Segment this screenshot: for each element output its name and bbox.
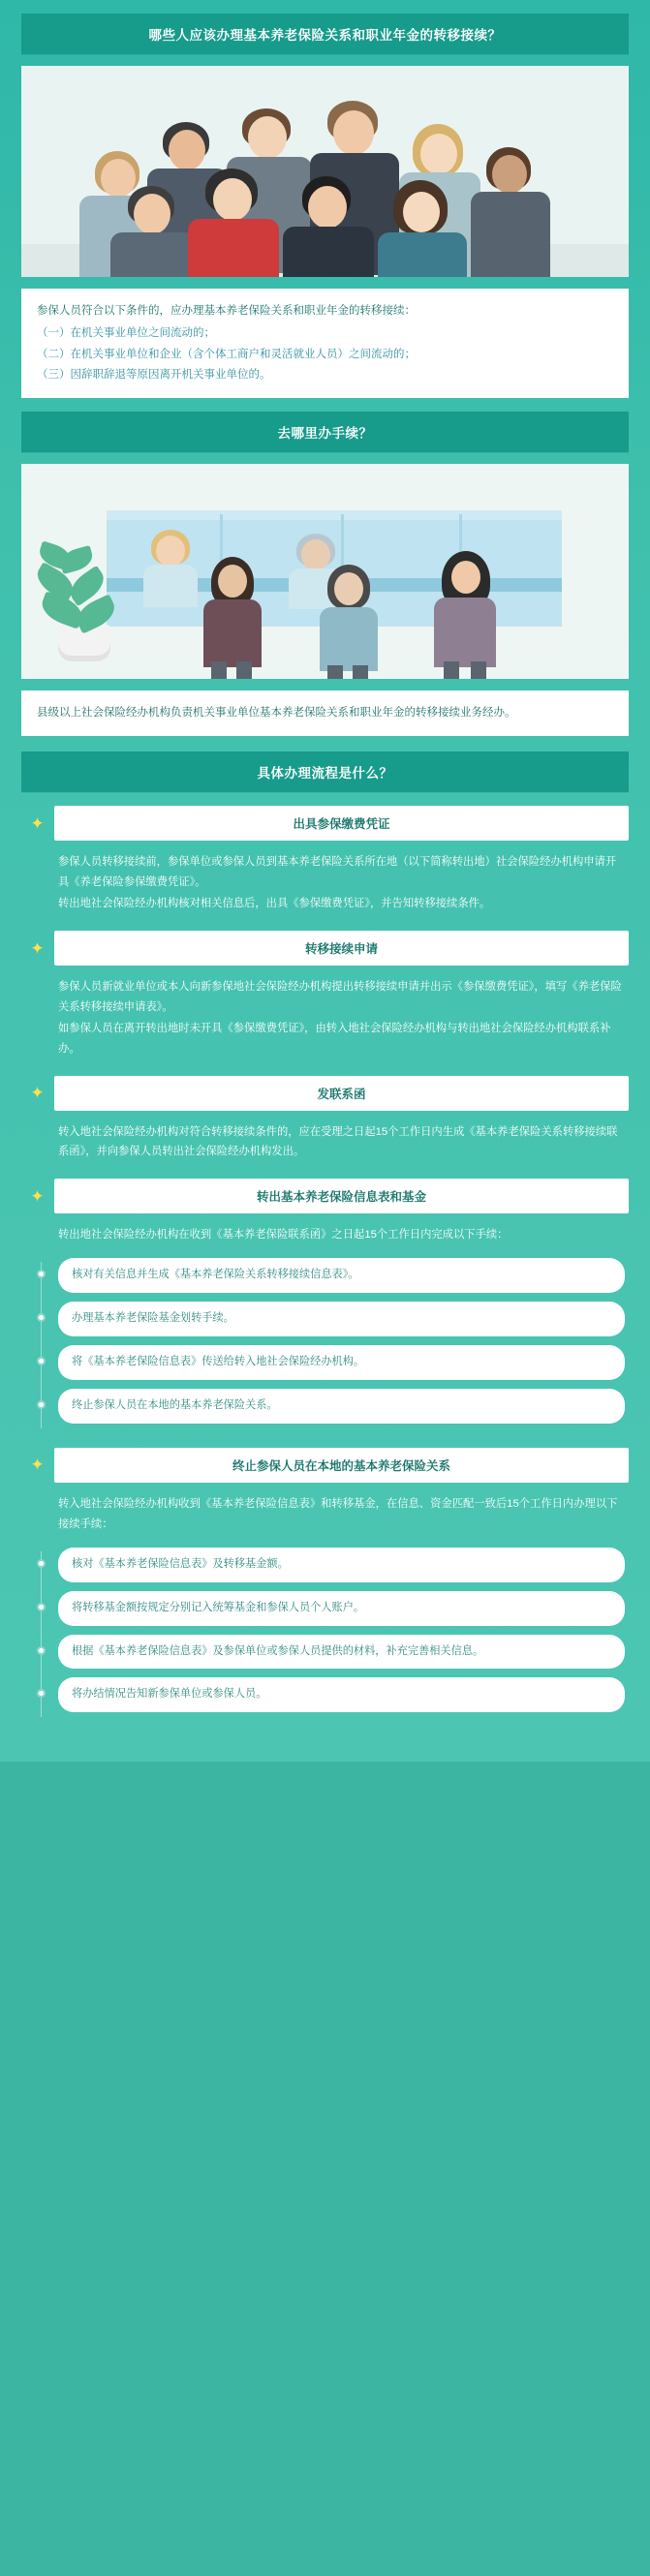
flow-step-header [29,806,629,841]
flow-step-title: 发联系函 [54,1076,629,1111]
flow-step-paragraph: 参保人员转移接续前，参保单位或参保人员到基本养老保险关系所在地（以下简称转出地）社会保险经办机构申请开具《养老保险参保缴费凭证》。 [58,856,617,889]
flow-sub-item-text: 核对有关信息并生成《基本养老保险关系转移接续信息表》。 [72,1269,359,1281]
flow-sub-list [29,1546,629,1732]
flow-step-header [29,931,629,966]
condition-item: （三）因辞职辞退等原因离开机关事业单位的。 [37,368,271,381]
bullet-dot-icon [37,1400,46,1409]
flow-step [29,1448,629,1731]
flow-step-body [29,1221,629,1256]
flow-sub-item-text: 终止参保人员在本地的基本养老保险关系。 [72,1399,278,1411]
flow-step-header [29,1179,629,1213]
flow-step-paragraph: 如参保人员在离开转出地时未开具《参保缴费凭证》，由转入地社会保险经办机构与转出地社会保险经办机构联系补办。 [58,1022,611,1055]
bullet-dot-icon [37,1270,46,1278]
flow-step-header [29,1076,629,1111]
flow-step-body [29,1490,629,1546]
star-icon: ✦ [30,1186,45,1206]
flow-step [29,931,629,1070]
flow-step [29,806,629,925]
star-icon: ✦ [30,1456,45,1475]
bullet-dot-icon [37,1313,46,1322]
flow-step-title: 转出基本养老保险信息表和基金 [54,1179,629,1213]
flow-sub-item [58,1635,625,1670]
flow-step-title: 出具参保缴费凭证 [54,806,629,841]
crowd-figures [21,66,629,277]
bullet-dot-icon [37,1357,46,1365]
bullet-dot-icon [37,1559,46,1568]
flow-sub-item [58,1591,625,1626]
flow-step-paragraph: 转出地社会保险经办机构核对相关信息后，出具《参保缴费凭证》，并告知转移接续条件。 [58,898,491,910]
flow-step [29,1179,629,1442]
section-title-where: 去哪里办手续？ [21,412,629,452]
flow-sub-item-text: 根据《基本养老保险信息表》及参保单位或参保人员提供的材料，补充完善相关信息。 [72,1644,484,1657]
flow-step-paragraph: 参保人员新就业单位或本人向新参保地社会保险经办机构提出转移接续申请并出示《参保缴费凭证》，填写《养老保险关系转移接续申请表》。 [58,981,622,1013]
flow-step-paragraph: 转入地社会保险经办机构对符合转移接续条件的，应在受理之日起15个工作日内生成《基本养老保险关系转移接续联系函》，并向参保人员转出社会保险经办机构发出。 [58,1125,618,1158]
flow-sub-item-text: 将办结情况告知新参保单位或参保人员。 [72,1688,267,1701]
flow-sub-item [58,1548,625,1582]
flow-step-paragraph: 转入地社会保险经办机构收到《基本养老保险信息表》和转移基金，在信息、资金匹配一致后15个工作日内办理以下接续手续： [58,1497,618,1530]
flow-step-title: 终止参保人员在本地的基本养老保险关系 [54,1448,629,1483]
flow-step-body [29,1119,629,1174]
condition-item: （一）在机关事业单位之间流动的； [37,327,215,340]
section-title-process: 具体办理流程是什么？ [21,751,629,792]
flow-sub-item-text: 核对《基本养老保险信息表》及转移基金额。 [72,1557,289,1570]
crowd-illustration [21,66,629,277]
flow-sub-item [58,1302,625,1336]
flow-sub-list [29,1256,629,1442]
service-counter-illustration [21,464,629,679]
flow-sub-item [58,1677,625,1712]
star-icon: ✦ [30,938,45,958]
condition-item: （二）在机关事业单位和企业（含个体工商户和灵活就业人员）之间流动的； [37,348,416,360]
bullet-dot-icon [37,1603,46,1611]
flow-step [29,1076,629,1174]
star-icon: ✦ [30,1084,45,1103]
flow-sub-item [58,1258,625,1293]
flow-step-title: 转移接续申请 [54,931,629,966]
flow-step-body [29,848,629,925]
flow-step-paragraph: 转出地社会保险经办机构在收到《基本养老保险联系函》之日起15个工作日内完成以下手续： [58,1229,509,1242]
flow-sub-item [58,1345,625,1380]
office-panel [21,690,629,736]
flow-sub-item-text: 将《基本养老保险信息表》传送给转入地社会保险经办机构。 [72,1356,365,1368]
bullet-dot-icon [37,1646,46,1655]
flow-sub-item-text: 将转移基金额按规定分别记入统筹基金和参保人员个人账户。 [72,1601,365,1613]
flow-sub-item [58,1389,625,1424]
conditions-lead: 参保人员符合以下条件的，应办理基本养老保险关系和职业年金的转移接续： [37,305,416,317]
office-text: 县级以上社会保险经办机构负责机关事业单位基本养老保险关系和职业年金的转移接续业务经办。 [37,707,516,720]
flow-step-body [29,973,629,1070]
star-icon: ✦ [30,813,45,833]
conditions-panel [21,289,629,398]
bullet-dot-icon [37,1689,46,1698]
flow-sub-item-text: 办理基本养老保险基金划转手续。 [72,1312,234,1325]
section-title-who: 哪些人应该办理基本养老保险关系和职业年金的转移接续？ [21,14,629,54]
flow-step-header [29,1448,629,1483]
process-flow [21,806,629,1731]
